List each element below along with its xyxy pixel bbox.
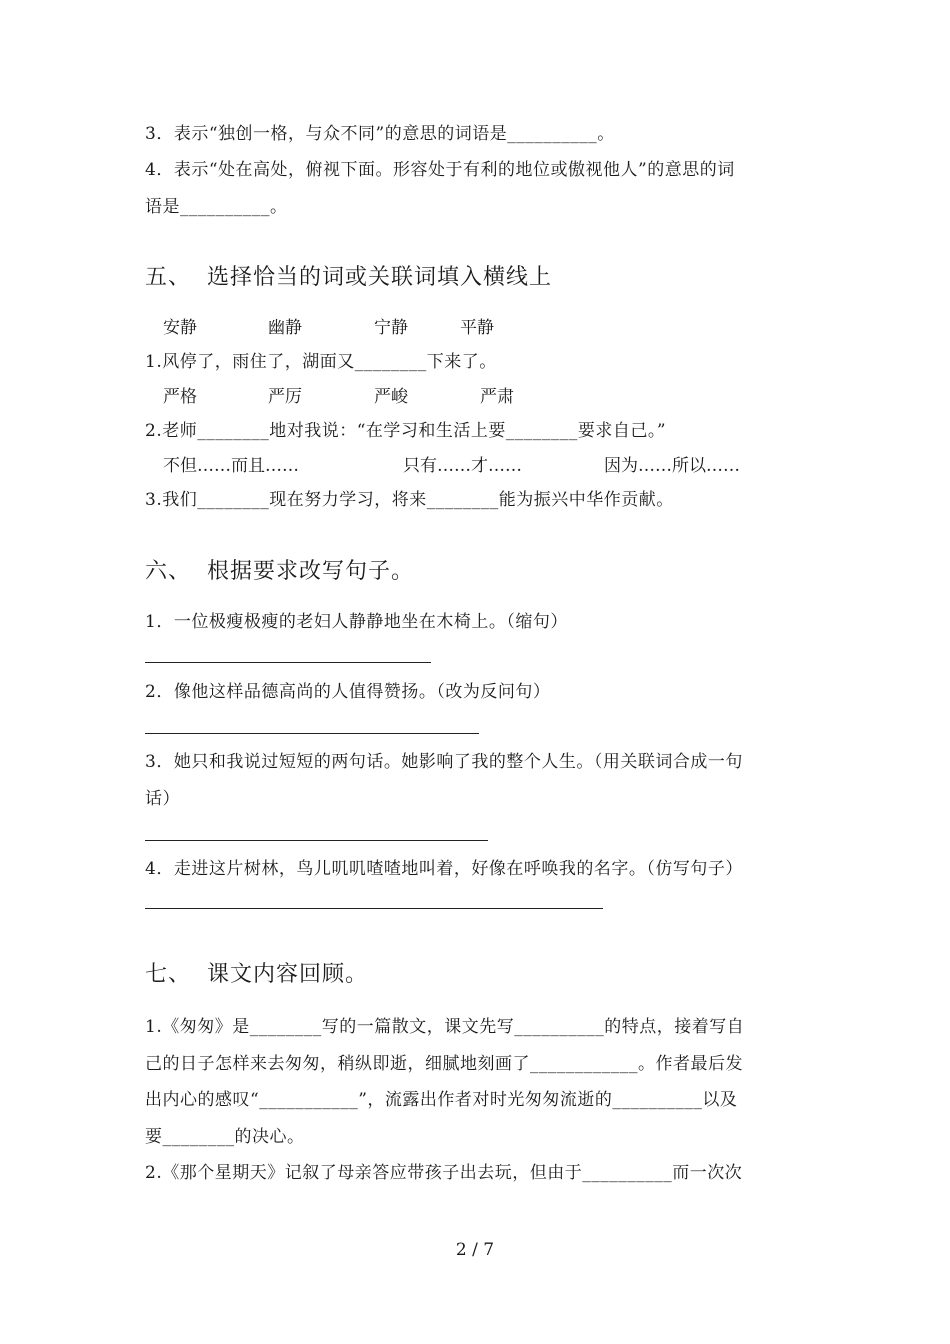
question-6-3-line1: 3．她只和我说过短短的两句话。她影响了我的整个人生。（用关联词合成一句 (145, 752, 743, 772)
question-7-1-line3: 出内心的感叹“___________”，流露出作者对时光匆匆流逝的__________以及 (145, 1090, 738, 1110)
conjunction-option: 只有……才…… (403, 456, 522, 476)
question-6-4: 4．走进这片树林，鸟儿叽叽喳喳地叫着，好像在呼唤我的名字。（仿写句子） (145, 859, 743, 879)
word-option: 幽静 (268, 318, 302, 338)
section-6-title: 六、 根据要求改写句子。 (145, 559, 414, 584)
conjunction-option: 因为……所以…… (604, 456, 740, 476)
word-option: 严肃 (480, 387, 514, 407)
section-7-title: 七、 课文内容回顾。 (145, 962, 368, 987)
question-7-1-line4: 要________的决心。 (145, 1127, 305, 1147)
word-option: 平静 (460, 318, 494, 338)
question-4-4-line1: 4．表示“处在高处，俯视下面。形容处于有利的地位或傲视他人”的意思的词 (145, 160, 735, 180)
question-6-2: 2．像他这样品德高尚的人值得赞扬。（改为反问句） (145, 682, 551, 702)
question-4-4-line2: 语是__________。 (145, 197, 288, 217)
question-4-3: 3．表示“独创一格，与众不同”的意思的词语是__________。 (145, 124, 615, 144)
word-option: 严格 (163, 387, 197, 407)
word-option: 严峻 (374, 387, 408, 407)
page-number: 2 / 7 (455, 1240, 495, 1260)
question-7-1-line1: 1.《匆匆》是________写的一篇散文，课文先写__________的特点，接着写自 (145, 1017, 745, 1037)
word-option: 宁静 (374, 318, 408, 338)
question-7-1-line2: 己的日子怎样来去匆匆，稍纵即逝，细腻地刻画了____________。作者最后发 (145, 1054, 743, 1074)
conjunction-option: 不但……而且…… (163, 456, 299, 476)
answer-line (145, 840, 488, 841)
answer-line (145, 662, 431, 663)
question-5-2: 2.老师________地对我说：“在学习和生活上要________要求自己。” (145, 421, 667, 441)
question-5-3: 3.我们________现在努力学习，将来________能为振兴中华作贡献。 (145, 490, 674, 510)
word-option: 严厉 (268, 387, 302, 407)
answer-line (145, 733, 479, 734)
question-7-2-line1: 2.《那个星期天》记叙了母亲答应带孩子出去玩，但由于__________而一次次 (145, 1163, 743, 1183)
question-6-3-line2: 话） (145, 789, 180, 809)
question-6-1: 1．一位极瘦极瘦的老妇人静静地坐在木椅上。（缩句） (145, 612, 568, 632)
question-5-1: 1.风停了，雨住了，湖面又________下来了。 (145, 352, 497, 372)
word-option: 安静 (163, 318, 197, 338)
section-5-title: 五、 选择恰当的词或关联词填入横线上 (145, 265, 552, 290)
answer-line (145, 908, 603, 909)
